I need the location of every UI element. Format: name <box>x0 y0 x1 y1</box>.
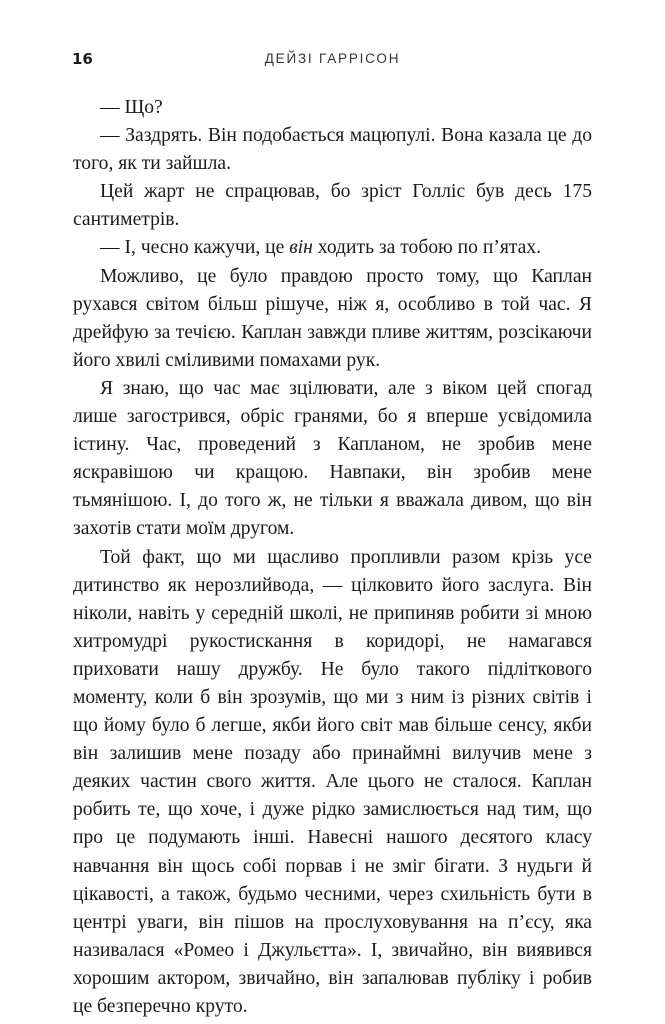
paragraph: Можливо, це було правдою просто тому, що Каплан рухався світом більш рішуче, ніж я, особливо в той час. Я дрейфую за течією. Каплан завжди пливе життям, розсікаючи його хвилі сміливими помахами рук. <box>73 265 592 371</box>
page-number: 16 <box>72 50 93 68</box>
emphasis: він <box>289 237 313 259</box>
paragraph: Цей жарт не спрацював, бо зріст Голліс був десь 175 сантиметрів. <box>73 181 592 231</box>
paragraph: — Що? <box>100 97 163 118</box>
paragraph: — Заздрять. Він подобається мацюпулі. Вона казала це до того, як ти зайшла. <box>73 125 592 175</box>
body-text <box>73 94 592 1021</box>
text-run: ходить за тобою по п’ятах. <box>312 237 542 259</box>
paragraph: Я знаю, що час має зцілювати, але з віком цей спогад лише загострився, обріс гранями, бо я вперше усвідомила істину. Час, проведений з Капланом, не зробив мене яскравішою чи кращою. Навпаки, він зробив мене тьмянішою. І, до того ж, не тільки я вважала дивом, що він захотів стати моїм другом. <box>73 377 592 540</box>
running-title: ДЕЙЗІ ГАРРІСОН <box>264 51 401 66</box>
page-header <box>0 50 665 72</box>
text-run: — І, чесно кажучи, це <box>100 237 290 259</box>
paragraph <box>73 234 592 262</box>
paragraph: Той факт, що ми щасливо пропливли разом крізь усе дитинство як нерозлийвода, — цілковито його заслуга. Він ніколи, навіть у середній школі, не припиняв робити зі мною хитромудрі рукостискання в коридорі, не намагався приховати нашу дружбу. Не було такого підліткового моменту, коли б він зрозумів, що ми з ним із різних світів і що йому було б легше, якби його світ мав більше сенсу, якби він залишив мене позаду або принаймні вилучив мене з деяких частин свого життя. Але цього не сталося. Каплан робить те, що хоче, і дуже рідко замислюється над тим, що про це подумають інші. Навесні нашого десятого класу навчання він щось собі порвав і не зміг бігати. З нудьги й цікавості, а також, будьмо чесними, через схильність бути в центрі уваги, він пішов на прослуховування на п’єсу, яка називалася «Ромео і Джульєтта». І, звичайно, він виявився хорошим актором, звичайно, він запалював публіку і робив це безперечно круто. <box>73 546 592 1017</box>
